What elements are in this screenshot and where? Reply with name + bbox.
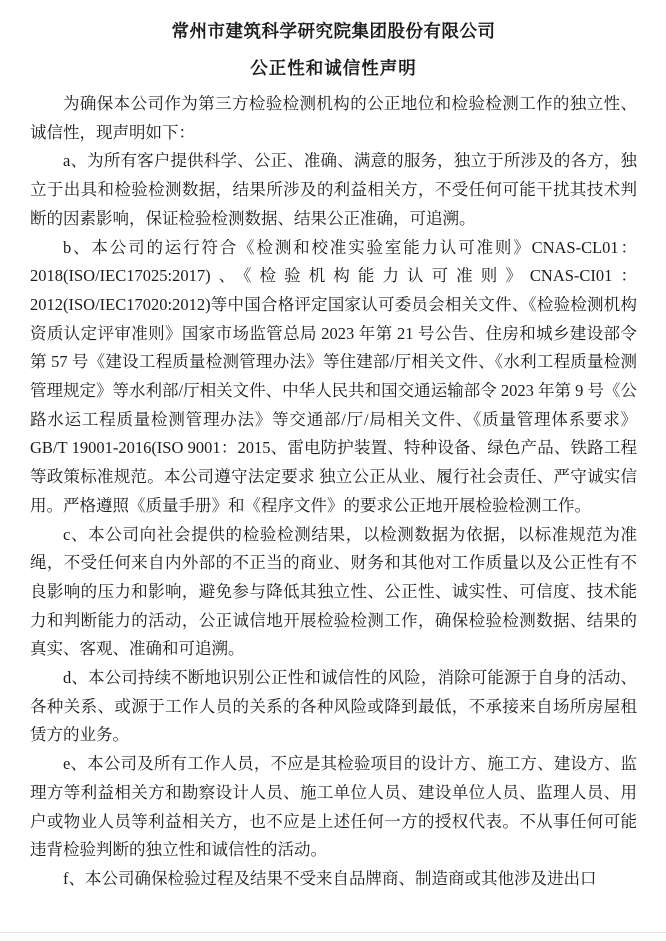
document-subtitle: 公正性和诚信性声明 bbox=[250, 58, 417, 78]
page-bottom-edge bbox=[0, 932, 666, 941]
paragraph: a、为所有客户提供科学、公正、准确、满意的服务，独立于所涉及的各方，独立于出具和检验检测数据，结果所涉及的利益相关方，不受任何可能干扰其技术判断的因素影响，保证检验检测数据、结果公正准确，可追溯。 bbox=[30, 151, 637, 228]
paragraph: 为确保本公司作为第三方检验检测机构的公正地位和检验检测工作的独立性、诚信性，现声明如下： bbox=[30, 94, 637, 142]
paragraph: b、本公司的运行符合《检测和校准实验室能力认可准则》CNAS-CL01：2018(ISO/IEC17025:2017)、《检验机构能力认可准则》CNAS-CI01：2012(ISO/IEC17020:2012)等中国合格评定国家认可委员会相关文件、《检验检测机构资质认定评审准则》国家市场监管总局 2023 年第 21 号公告、住房和城乡建设部令第 57 号《建设工程质量检测管理办法》等住建部/厅相关文件、《水利工程质量检测管理规定》等水利部/厅相关文件、中华人民共和国交通运输部令 2023 年第 9 号《公路水运工程质量检测管理办法》等交通部/厅/局相关文件、《质量管理体系要求》GB/T 19001-2016(ISO 9001：2015、雷电防护装置、特种设备、绿色产品、铁路工程等政策标准规范。本公司遵守法定要求 独立公正从业、履行社会责任、严守诚实信用。严格遵照《质量手册》和《程序文件》的要求公正地开展检验检测工作。 bbox=[30, 237, 637, 515]
paragraph: c、本公司向社会提供的检验检测结果，以检测数据为依据，以标准规范为准绳，不受任何来自内外部的不正当的商业、财务和其他对工作质量以及公正性有不良影响的压力和影响，避免参与降低其独立性、公正性、诚实性、可信度、技术能力和判断能力的活动，公正诚信地开展检验检测工作，确保检验检测数据、结果的真实、客观、准确和可追溯。 bbox=[30, 524, 637, 659]
paragraph: d、本公司持续不断地识别公正性和诚信性的风险，消除可能源于自身的活动、各种关系、或源于工作人员的关系的各种风险或降到最低，不承接来自场所房屋租赁方的业务。 bbox=[30, 668, 637, 745]
paragraph: f、本公司确保检验过程及结果不受来自品牌商、制造商或其他涉及进出口 bbox=[63, 868, 597, 888]
document-body bbox=[30, 90, 637, 894]
document-title: 常州市建筑科学研究院集团股份有限公司 bbox=[171, 21, 496, 41]
paragraph: e、本公司及所有工作人员，不应是其检验项目的设计方、施工方、建设方、监理方等利益相关方和勘察设计人员、施工单位人员、建设单位人员、监理人员、用户或物业人员等利益相关方，也不应是上述任何一方的授权代表。不从事任何可能违背检验判断的独立性和诚信性的活动。 bbox=[30, 754, 637, 860]
